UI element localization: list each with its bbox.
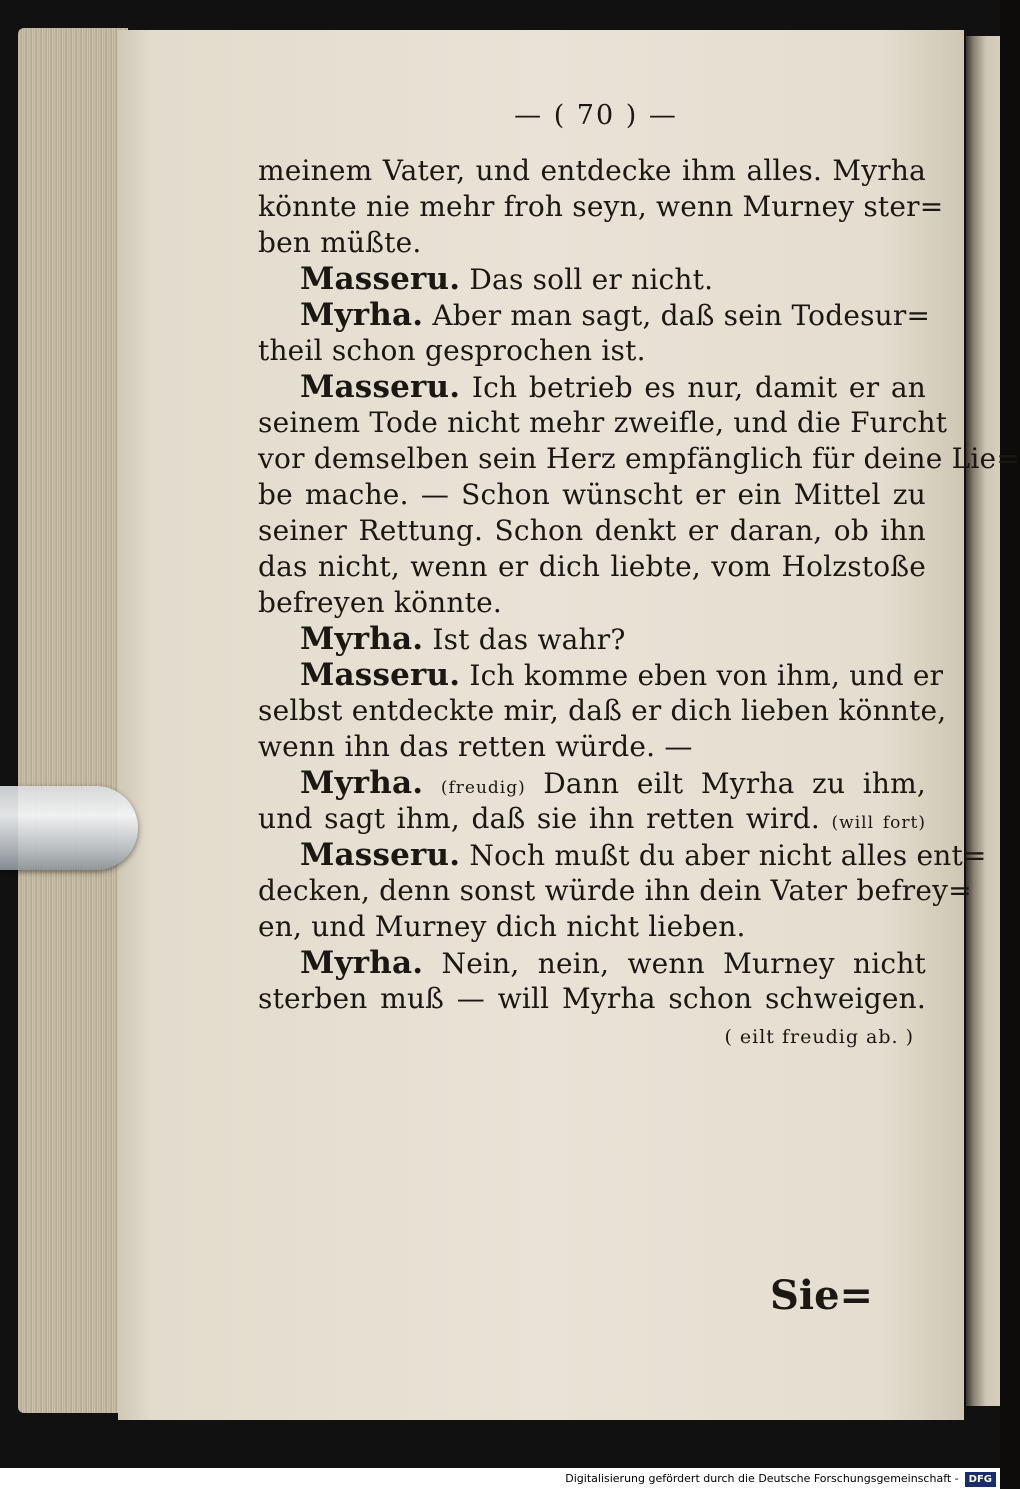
catchword: Sie= <box>770 1272 874 1319</box>
text-line <box>258 189 944 225</box>
line-text: Noch mußt du aber nicht alles ent= <box>469 839 987 872</box>
line-text: könnte nie mehr froh seyn, wenn Murney ster= <box>258 190 944 223</box>
line-text: seiner Rettung. Schon denkt er daran, ob ihn <box>258 514 926 547</box>
speech-line <box>258 657 944 693</box>
line-text: das nicht, wenn er dich liebte, vom Holzstoße <box>258 550 926 583</box>
speaker-name: Masseru. <box>300 837 461 873</box>
speaker-name: Myrha. <box>300 297 424 333</box>
line-text: meinem Vater, und entdecke ihm alles. Myrha <box>258 154 926 187</box>
line-text: en, und Murney dich nicht lieben. <box>258 910 746 943</box>
speech-line <box>258 765 926 801</box>
speech-line <box>258 297 931 333</box>
text-line <box>258 693 947 729</box>
page-clamp <box>0 786 138 870</box>
footer-credit: Digitalisierung gefördert durch die Deutsche Forschungsgemeinschaft - <box>565 1472 959 1485</box>
line-text: wenn ihn das retten würde. — <box>258 730 693 763</box>
page-edges <box>18 28 128 1413</box>
text-line <box>258 873 972 909</box>
line-text: Das soll er nicht. <box>469 263 714 296</box>
text-line <box>258 585 926 621</box>
speech-line <box>258 837 987 873</box>
text-line <box>258 513 926 549</box>
line-text: be mache. — Schon wünscht er ein Mittel zu <box>258 478 926 511</box>
page-text <box>258 100 1020 1053</box>
text-line <box>258 801 926 837</box>
page-number: — ( 70 ) — <box>514 100 678 131</box>
stage-note: (freudig) <box>440 778 526 798</box>
text-line <box>258 981 926 1017</box>
line-text: Dann eilt Myrha zu ihm, <box>543 767 926 800</box>
line-text: befreyen könnte. <box>258 586 502 619</box>
text-line <box>258 909 926 945</box>
line-text: sterben muß — will Myrha schon schweigen. <box>258 982 926 1015</box>
line-text: Ist das wahr? <box>432 623 626 656</box>
line-text: Ich betrieb es nur, damit er an <box>471 371 926 404</box>
stage-note: (will fort) <box>831 813 926 833</box>
speaker-name: Myrha. <box>300 945 424 981</box>
stage-direction: ( eilt freudig ab. ) <box>724 1026 914 1048</box>
speech-line <box>258 945 926 981</box>
line-text: und sagt ihm, daß sie ihn retten wird. <box>258 802 821 835</box>
text-lines <box>258 153 1020 1017</box>
speech-line <box>258 369 926 405</box>
line-text: decken, denn sonst würde ihn dein Vater befrey= <box>258 874 972 907</box>
speaker-name: Myrha. <box>300 621 424 657</box>
line-text: Aber man sagt, daß sein Todesur= <box>432 299 931 332</box>
speech-line <box>258 621 926 657</box>
speaker-name: Masseru. <box>300 369 461 405</box>
line-text: seinem Tode nicht mehr zweifle, und die Furcht <box>258 406 948 439</box>
text-line <box>258 153 926 189</box>
text-line <box>258 405 948 441</box>
digitization-footer <box>0 1468 1000 1489</box>
text-line <box>258 729 926 765</box>
line-text: vor demselben sein Herz empfänglich für deine Lie= <box>258 442 1020 475</box>
line-text: ben müßte. <box>258 226 422 259</box>
line-text: selbst entdeckte mir, daß er dich lieben könnte, <box>258 694 947 727</box>
speaker-name: Myrha. <box>300 765 424 801</box>
facing-page-edge <box>966 36 1000 1406</box>
text-line <box>258 333 926 369</box>
line-text: Nein, nein, wenn Murney nicht <box>441 947 927 980</box>
speaker-name: Masseru. <box>300 261 461 297</box>
text-line <box>258 441 1020 477</box>
dfg-logo: DFG <box>965 1472 996 1487</box>
text-line <box>258 549 926 585</box>
speech-line <box>258 261 926 297</box>
text-line <box>258 225 926 261</box>
line-text: Ich komme eben von ihm, und er <box>469 659 944 692</box>
line-text: theil schon gesprochen ist. <box>258 334 646 367</box>
speaker-name: Masseru. <box>300 657 461 693</box>
text-line <box>258 477 926 513</box>
